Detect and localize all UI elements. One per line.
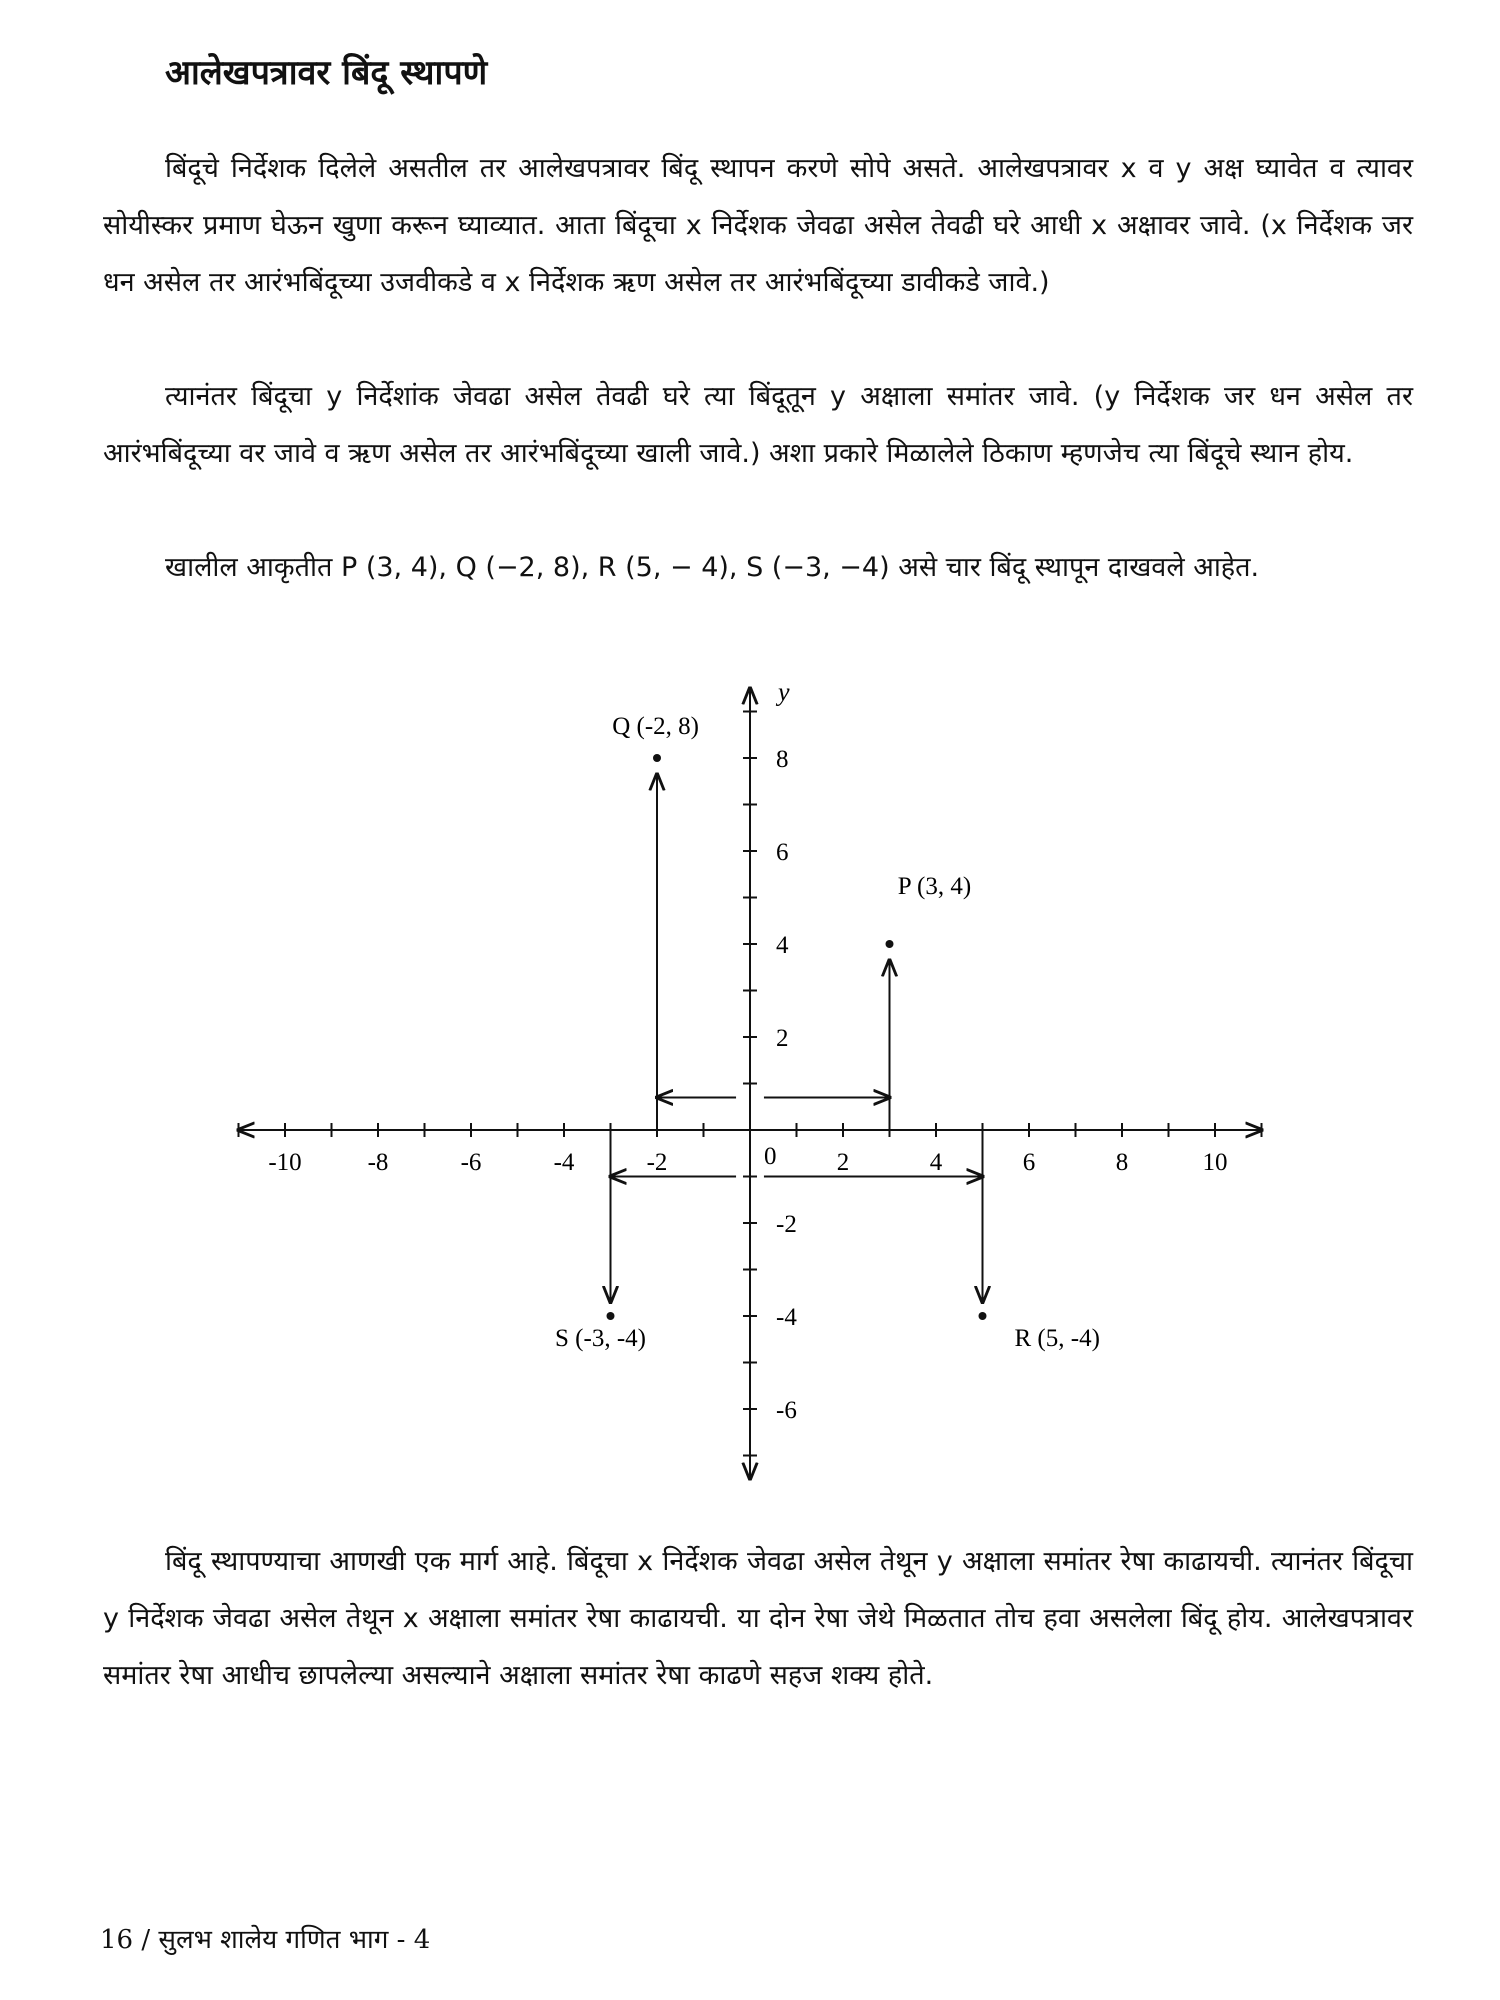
point-s — [607, 1312, 615, 1320]
paragraph-3 — [103, 539, 1413, 596]
y-axis-label: y — [778, 677, 790, 707]
point-label-r: R (5, -4) — [1014, 1325, 1100, 1352]
x-tick-label: 2 — [836, 1149, 850, 1176]
x-tick-label: -6 — [460, 1149, 482, 1176]
paragraph-3-text: खालील आकृतीत P (3, 4), Q (−2, 8), R (5, − 4), S (−3, −4) असे चार बिंदू स्थापून दाखवले आहेत. — [165, 552, 1260, 583]
point-q — [653, 754, 661, 762]
x-tick-label: 8 — [1115, 1149, 1129, 1176]
y-tick-label: 6 — [776, 839, 789, 866]
point-label-p: P (3, 4) — [897, 873, 972, 900]
x-tick-label: -8 — [367, 1149, 389, 1176]
point-label-s: S (-3, -4) — [555, 1325, 646, 1352]
origin-label: 0 — [764, 1143, 777, 1170]
x-tick-label: -4 — [553, 1149, 575, 1176]
paragraph-2-text: त्यानंतर बिंदूचा y निर्देशांक जेवढा असेल तेवढी घरे त्या बिंदूतून y अक्षाला समांतर जावे. (y निर्देशक जर धन असेल तर आरंभबिंदूच्या वर जावे व ऋण असेल तर आरंभबिंदूच्या खाली जावे.) अशा प्रकारे मिळालेले ठिकाण म्हणजेच त्या बिंदूचे स्थान होय. — [103, 381, 1413, 469]
plotted-points — [555, 713, 1100, 1352]
x-tick-label: 4 — [929, 1149, 943, 1176]
point-label-q: Q (-2, 8) — [612, 713, 699, 740]
x-tick-label: 10 — [1202, 1149, 1228, 1176]
paragraph-1 — [103, 140, 1413, 311]
coordinate-graph — [210, 660, 1310, 1520]
y-tick-label: -2 — [776, 1211, 797, 1238]
x-tick-label: -2 — [646, 1149, 668, 1176]
paragraph-4-text: बिंदू स्थापण्याचा आणखी एक मार्ग आहे. बिंदूचा x निर्देशक जेवढा असेल तेथून y अक्षाला समांतर रेषा काढायची. त्यानंतर बिंदूचा y निर्देशक जेवढा असेल तेथून x अक्षाला समांतर रेषा काढायची. या दोन रेषा जेथे मिळतात तोच हवा असलेला बिंदू होय. आलेखपत्रावर समांतर रेषा आधीच छापलेल्या असल्याने अक्षाला समांतर रेषा काढणे सहज शक्य होते. — [103, 1546, 1413, 1691]
paragraph-2 — [103, 368, 1413, 482]
paragraph-4 — [103, 1533, 1413, 1704]
x-tick-label: 6 — [1022, 1149, 1036, 1176]
section-heading: आलेखपत्रावर बिंदू स्थापणे — [165, 53, 488, 93]
y-tick-label: 8 — [776, 746, 789, 773]
x-tick-label: -10 — [268, 1149, 302, 1176]
axes — [239, 677, 1262, 1479]
point-p — [886, 940, 894, 948]
y-tick-label: -4 — [776, 1304, 797, 1331]
page-footer: 16 / सुलभ शालेय गणित भाग - 4 — [100, 1925, 431, 1955]
paragraph-1-text: बिंदूचे निर्देशक दिलेले असतील तर आलेखपत्रावर बिंदू स्थापन करणे सोपे असते. आलेखपत्रावर x व y अक्ष घ्यावेत व त्यावर सोयीस्कर प्रमाण घेऊन खुणा करून घ्याव्यात. आता बिंदूचा x निर्देशक जेवढा असेल तेवढी घरे आधी x अक्षावर जावे. (x निर्देशक जर धन असेल तर आरंभबिंदूच्या उजवीकडे व x निर्देशक ऋण असेल तर आरंभबिंदूच्या डावीकडे जावे.) — [103, 153, 1413, 298]
y-tick-label: 4 — [776, 932, 789, 959]
y-tick-label: -6 — [776, 1397, 797, 1424]
point-r — [979, 1312, 987, 1320]
y-tick-label: 2 — [776, 1025, 789, 1052]
